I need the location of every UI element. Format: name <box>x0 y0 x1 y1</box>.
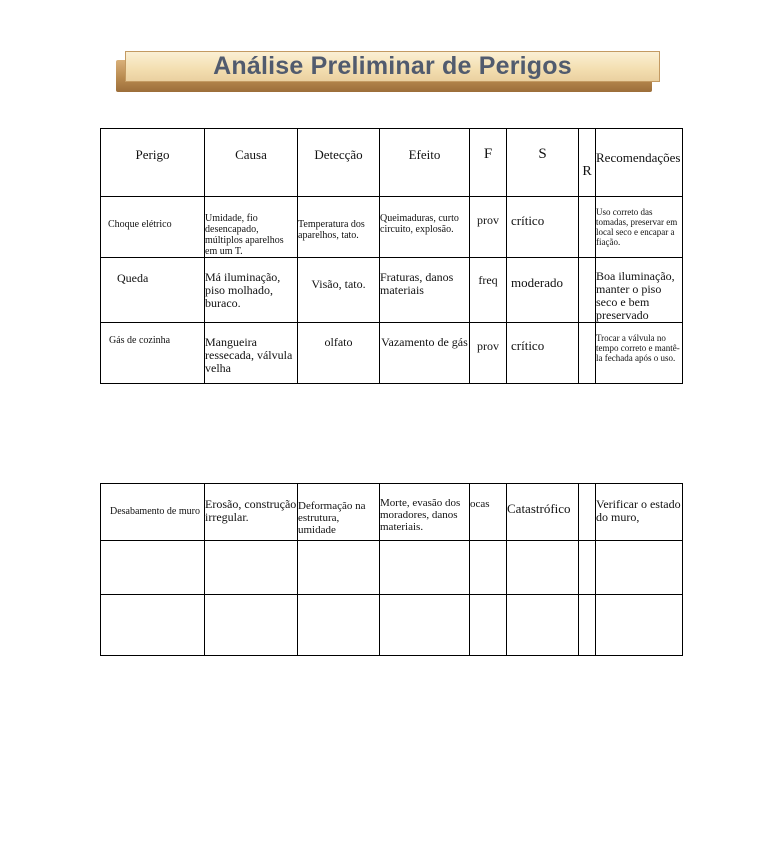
cell-efeito: Fraturas, danos materiais <box>380 258 470 323</box>
cell-empty <box>579 541 596 595</box>
header-efeito: Efeito <box>380 129 470 197</box>
header-deteccao: Detecção <box>298 129 380 197</box>
table-row <box>101 197 683 258</box>
cell-deteccao: Visão, tato. <box>298 258 380 323</box>
cell-perigo: Queda <box>101 258 205 323</box>
header-s: S <box>507 129 579 197</box>
cell-empty <box>380 595 470 656</box>
cell-empty <box>101 541 205 595</box>
cell-causa: Erosão, construção irregular. <box>205 484 298 541</box>
cell-perigo: Desabamento de muro <box>101 484 205 541</box>
cell-perigo: Choque elétrico <box>101 197 205 258</box>
table-row <box>101 258 683 323</box>
cell-f: prov <box>470 323 507 384</box>
cell-recomendacoes: Boa iluminação, manter o piso seco e bem preservado <box>596 258 683 323</box>
cell-f: ocas <box>470 484 507 541</box>
cell-empty <box>507 595 579 656</box>
cell-s: crítico <box>507 197 579 258</box>
cell-f: prov <box>470 197 507 258</box>
cell-empty <box>470 595 507 656</box>
cell-empty <box>380 541 470 595</box>
table-row-empty <box>101 595 683 656</box>
cell-empty <box>470 541 507 595</box>
header-r: R <box>579 129 596 197</box>
cell-r <box>579 258 596 323</box>
header-recomendacoes: Recomendações <box>596 129 683 197</box>
cell-efeito: Morte, evasão dos moradores, danos materiais. <box>380 484 470 541</box>
cell-empty <box>205 541 298 595</box>
cell-empty <box>579 595 596 656</box>
cell-causa: Mangueira ressecada, válvula velha <box>205 323 298 384</box>
cell-r <box>579 323 596 384</box>
cell-empty <box>596 595 683 656</box>
cell-empty <box>298 541 380 595</box>
table-header-row <box>101 129 683 197</box>
cell-causa: Umidade, fio desencapado, múltiplos aparelhos em um T. <box>205 197 298 258</box>
header-f: F <box>470 129 507 197</box>
cell-r <box>579 484 596 541</box>
cell-empty <box>101 595 205 656</box>
cell-empty <box>205 595 298 656</box>
cell-s: Catastrófico <box>507 484 579 541</box>
cell-deteccao: Temperatura dos aparelhos, tato. <box>298 197 380 258</box>
title-banner <box>125 51 660 82</box>
header-perigo: Perigo <box>101 129 205 197</box>
cell-r <box>579 197 596 258</box>
page-title: Análise Preliminar de Perigos <box>213 52 572 80</box>
cell-s: crítico <box>507 323 579 384</box>
hazard-table-continued <box>100 483 683 656</box>
cell-empty <box>298 595 380 656</box>
cell-perigo: Gás de cozinha <box>101 323 205 384</box>
cell-s: moderado <box>507 258 579 323</box>
table-row <box>101 484 683 541</box>
table-row <box>101 323 683 384</box>
header-causa: Causa <box>205 129 298 197</box>
cell-empty <box>596 541 683 595</box>
cell-recomendacoes: Trocar a válvula no tempo correto e mantê-la fechada após o uso. <box>596 323 683 384</box>
cell-efeito: Vazamento de gás <box>380 323 470 384</box>
cell-deteccao: olfato <box>298 323 380 384</box>
table-row-empty <box>101 541 683 595</box>
cell-efeito: Queimaduras, curto circuito, explosão. <box>380 197 470 258</box>
cell-recomendacoes: Uso correto das tomadas, preservar em local seco e encapar a fiação. <box>596 197 683 258</box>
cell-empty <box>507 541 579 595</box>
cell-causa: Má iluminação, piso molhado, buraco. <box>205 258 298 323</box>
hazard-table <box>100 128 683 384</box>
cell-deteccao: Deformação na estrutura, umidade <box>298 484 380 541</box>
cell-recomendacoes: Verificar o estado do muro, <box>596 484 683 541</box>
cell-f: freq <box>470 258 507 323</box>
